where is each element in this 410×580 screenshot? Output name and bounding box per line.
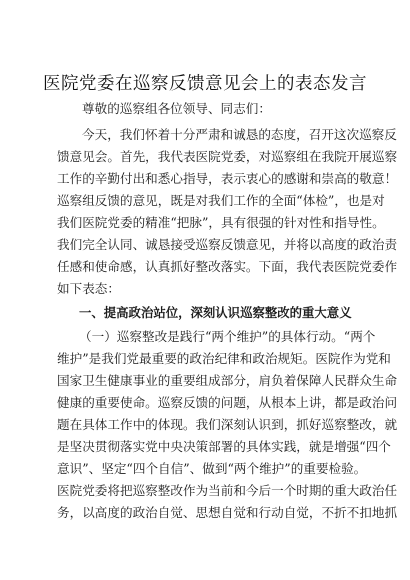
body-text-line: 题在具体工作中的体现。我们深刻认识到，抓好巡察整改，就: [57, 417, 398, 432]
body-text-line: 国家卫生健康事业的重要组成部分，肩负着保障人民群众生命: [57, 373, 398, 388]
body-text-line: 医院党委将把巡察整改作为当前和今后一个时期的重大政治任: [57, 483, 398, 498]
body-text-line: 工作的辛勤付出和悉心指导，表示衷心的感谢和崇高的敬意！: [57, 171, 398, 186]
body-text-line: 任感和使命感，认真抓好整改落实。下面，我代表医院党委作: [57, 259, 398, 274]
section-heading: 一、提高政治站位，深刻认识巡察整改的重大意义: [79, 305, 352, 320]
body-text-line: 务，以高度的政治自觉、思想自觉和行动自觉，不折不扣地抓: [57, 505, 398, 520]
body-text-line: 维护”是我们党最重要的政治纪律和政治规矩。医院作为党和: [57, 351, 391, 366]
document-title: 医院党委在巡察反馈意见会上的表态发言: [43, 74, 367, 94]
body-text-line: 今天，我们怀着十分严肃和诚恳的态度，召开这次巡察反: [82, 127, 397, 142]
body-text-line: 我们完全认同、诚恳接受巡察反馈意见，并将以高度的政治责: [57, 237, 398, 252]
body-text-line: 馈意见会。首先，我代表医院党委，对巡察组在我院开展巡察: [57, 149, 398, 164]
body-text-line: （一）巡察整改是践行“两个维护”的具体行动。“两个: [79, 329, 376, 344]
body-text-line: 巡察组反馈的意见，既是对我们工作的全面“体检”，也是对: [57, 193, 385, 208]
body-text-line: 如下表态：: [57, 281, 120, 296]
body-text-line: 健康的重要使命。巡察反馈的问题，从根本上讲，都是政治问: [57, 395, 398, 410]
body-text-line: 意识”、坚定“四个自信”、做到“两个维护”的重要检验。: [57, 461, 367, 476]
body-text-line: 我们医院党委的精准“把脉”，具有很强的针对性和指导性。: [57, 215, 385, 230]
body-text-line: 尊敬的巡察组各位领导、同志们：: [82, 101, 271, 116]
body-text-line: 是坚决贯彻落实党中央决策部署的具体实践，就是增强“四个: [57, 439, 391, 454]
